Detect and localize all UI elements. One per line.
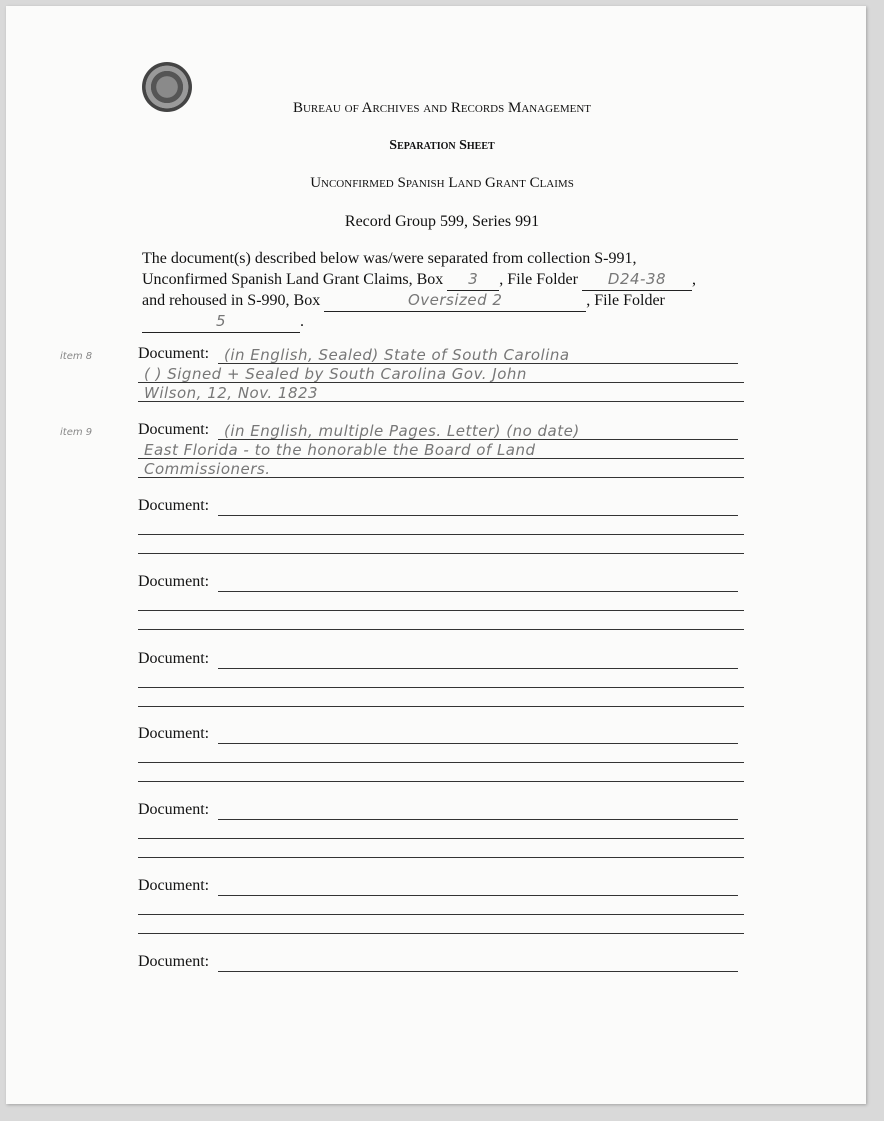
document-rule-line — [218, 743, 738, 744]
document-rule-line — [138, 706, 744, 707]
document-rule-line — [138, 762, 744, 763]
handwritten-description: Wilson, 12, Nov. 1823 — [144, 384, 319, 402]
document-rule-line — [218, 971, 738, 972]
margin-item-note: item 9 — [60, 427, 93, 438]
document-rule-line — [218, 668, 738, 669]
intro-line-2 — [142, 269, 742, 290]
document-rule-line — [218, 515, 738, 516]
document-rule-line — [138, 838, 744, 839]
handwritten-description: East Florida - to the honorable the Board of Land — [144, 441, 536, 459]
record-group: Record Group 599, Series 991 — [344, 213, 540, 230]
document-rule-line — [138, 534, 744, 535]
document-label: Document: — [138, 650, 210, 667]
document-label: Document: — [138, 573, 210, 590]
sheet-title: Separation Sheet — [389, 138, 495, 153]
intro-paragraph — [142, 248, 742, 332]
intro-line-2-end: , — [691, 271, 696, 288]
document-page — [6, 6, 866, 1104]
intro-line-2-mid: , File Folder — [499, 271, 578, 288]
handwritten-description: (in English, Sealed) State of South Carolina — [224, 346, 570, 364]
document-rule-line — [138, 914, 744, 915]
margin-item-note: item 8 — [60, 351, 93, 362]
intro-line-1: The document(s) described below was/were separated from collection S-991, — [142, 250, 637, 267]
intro-line-4-end: . — [300, 313, 304, 330]
folder2-value: 5 — [142, 311, 300, 333]
document-rule-line — [138, 553, 744, 554]
intro-line-4 — [142, 311, 742, 332]
box2-value: Oversized 2 — [324, 290, 586, 312]
document-label: Document: — [138, 345, 210, 362]
document-rule-line — [138, 629, 744, 630]
folder-value: D24-38 — [582, 269, 692, 291]
intro-line-3-mid: , File Folder — [586, 292, 665, 309]
handwritten-description: (in English, multiple Pages. Letter) (no date) — [224, 422, 580, 440]
document-rule-line — [138, 781, 744, 782]
org-name: Bureau of Archives and Records Management — [292, 100, 591, 116]
document-rule-line — [218, 895, 738, 896]
intro-line-2-prefix: Unconfirmed Spanish Land Grant Claims, Box — [142, 271, 444, 288]
document-label: Document: — [138, 953, 210, 970]
handwritten-description: ( ) Signed + Sealed by South Carolina Gov. John — [144, 365, 527, 383]
document-rule-line — [138, 857, 744, 858]
document-rule-line — [138, 687, 744, 688]
collection-subtitle: Unconfirmed Spanish Land Grant Claims — [310, 175, 574, 191]
intro-line-3 — [142, 290, 742, 311]
document-label: Document: — [138, 801, 210, 818]
document-rule-line — [138, 933, 744, 934]
box-value: 3 — [447, 269, 499, 291]
document-label: Document: — [138, 497, 210, 514]
document-label: Document: — [138, 877, 210, 894]
document-rule-line — [218, 591, 738, 592]
handwritten-description: Commissioners. — [144, 460, 271, 478]
document-rule-line — [138, 610, 744, 611]
document-rule-line — [218, 819, 738, 820]
document-label: Document: — [138, 725, 210, 742]
document-label: Document: — [138, 421, 210, 438]
intro-line-3-prefix: and rehoused in S-990, Box — [142, 292, 321, 309]
